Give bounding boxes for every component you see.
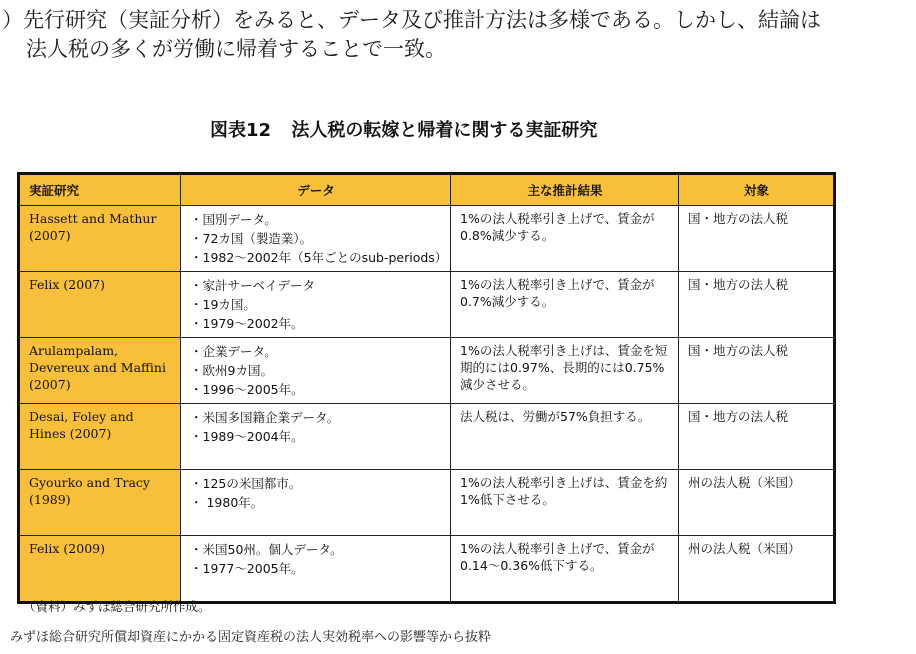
result-cell: 1%の法人税率引き上げは、賃金を短期的には0.97%、長期的には0.75%減少させる。 (451, 338, 679, 404)
header-target: 対象 (679, 174, 835, 206)
study-cell: Arulampalam, Devereux and Maffini (2007) (19, 338, 181, 404)
data-item: ・1996〜2005年。 (190, 382, 304, 397)
data-item: ・家計サーベイデータ (190, 278, 316, 293)
target-cell: 州の法人税（米国） (679, 470, 835, 536)
table-row (19, 404, 835, 470)
data-cell (181, 404, 451, 470)
table-row (19, 272, 835, 338)
study-cell: Felix (2007) (19, 272, 181, 338)
data-item: ・1982〜2002年（5年ごとのsub-periods） (190, 250, 448, 265)
header-data: データ (181, 174, 451, 206)
source-note: （資料）みずほ総合研究所作成。 (23, 599, 211, 614)
table-row (19, 206, 835, 272)
data-cell (181, 338, 451, 404)
data-item: ・米国50州。個人データ。 (190, 542, 343, 557)
target-cell: 国・地方の法人税 (679, 272, 835, 338)
data-item: ・1977〜2005年。 (190, 561, 304, 576)
target-cell: 州の法人税（米国） (679, 536, 835, 603)
study-cell: Desai, Foley and Hines (2007) (19, 404, 181, 470)
data-cell (181, 206, 451, 272)
study-cell: Gyourko and Tracy (1989) (19, 470, 181, 536)
target-cell: 国・地方の法人税 (679, 404, 835, 470)
data-item: ・1989〜2004年。 (190, 429, 304, 444)
figure-title-text: 法人税の転嫁と帰着に関する実証研究 (291, 120, 598, 141)
data-item: ・米国多国籍企業データ。 (190, 410, 340, 425)
data-item: ・企業データ。 (190, 344, 277, 359)
intro-text (0, 6, 916, 64)
data-item: ・1979〜2002年。 (190, 316, 304, 331)
data-item: ・国別データ。 (190, 212, 277, 227)
table-row (19, 338, 835, 404)
table-header-row (19, 174, 835, 206)
study-cell: Felix (2009) (19, 536, 181, 603)
target-cell: 国・地方の法人税 (679, 338, 835, 404)
data-cell (181, 272, 451, 338)
header-study: 実証研究 (19, 174, 181, 206)
table-row (19, 470, 835, 536)
figure-title (210, 116, 597, 142)
data-item: ・72カ国（製造業）。 (190, 231, 313, 246)
data-item: ・ 1980年。 (190, 495, 264, 510)
header-result: 主な推計結果 (451, 174, 679, 206)
result-cell: 法人税は、労働が57%負担する。 (451, 404, 679, 470)
caption: みずほ総合研究所償却資産にかかる固定資産税の法人実効税率への影響等から抜粋 (10, 630, 492, 645)
result-cell: 1%の法人税率引き上げで、賃金が0.7%減少する。 (451, 272, 679, 338)
result-cell: 1%の法人税率引き上げで、賃金が0.14〜0.36%低下する。 (451, 536, 679, 603)
target-cell: 国・地方の法人税 (679, 206, 835, 272)
intro-line-1: ）先行研究（実証分析）をみると、データ及び推計方法は多様である。しかし、結論は (2, 8, 821, 32)
data-cell (181, 470, 451, 536)
figure-number: 図表12 (210, 120, 272, 141)
study-cell: Hassett and Mathur (2007) (19, 206, 181, 272)
table-row (19, 536, 835, 603)
studies-table (17, 172, 836, 604)
data-item: ・19カ国。 (190, 297, 256, 312)
data-cell (181, 536, 451, 603)
intro-line-2: 法人税の多くが労働に帰着することで一致。 (26, 37, 446, 61)
data-item: ・欧州9カ国。 (190, 363, 273, 378)
result-cell: 1%の法人税率引き上げで、賃金が0.8%減少する。 (451, 206, 679, 272)
result-cell: 1%の法人税率引き上げは、賃金を約1%低下させる。 (451, 470, 679, 536)
data-item: ・125の米国都市。 (190, 476, 302, 491)
